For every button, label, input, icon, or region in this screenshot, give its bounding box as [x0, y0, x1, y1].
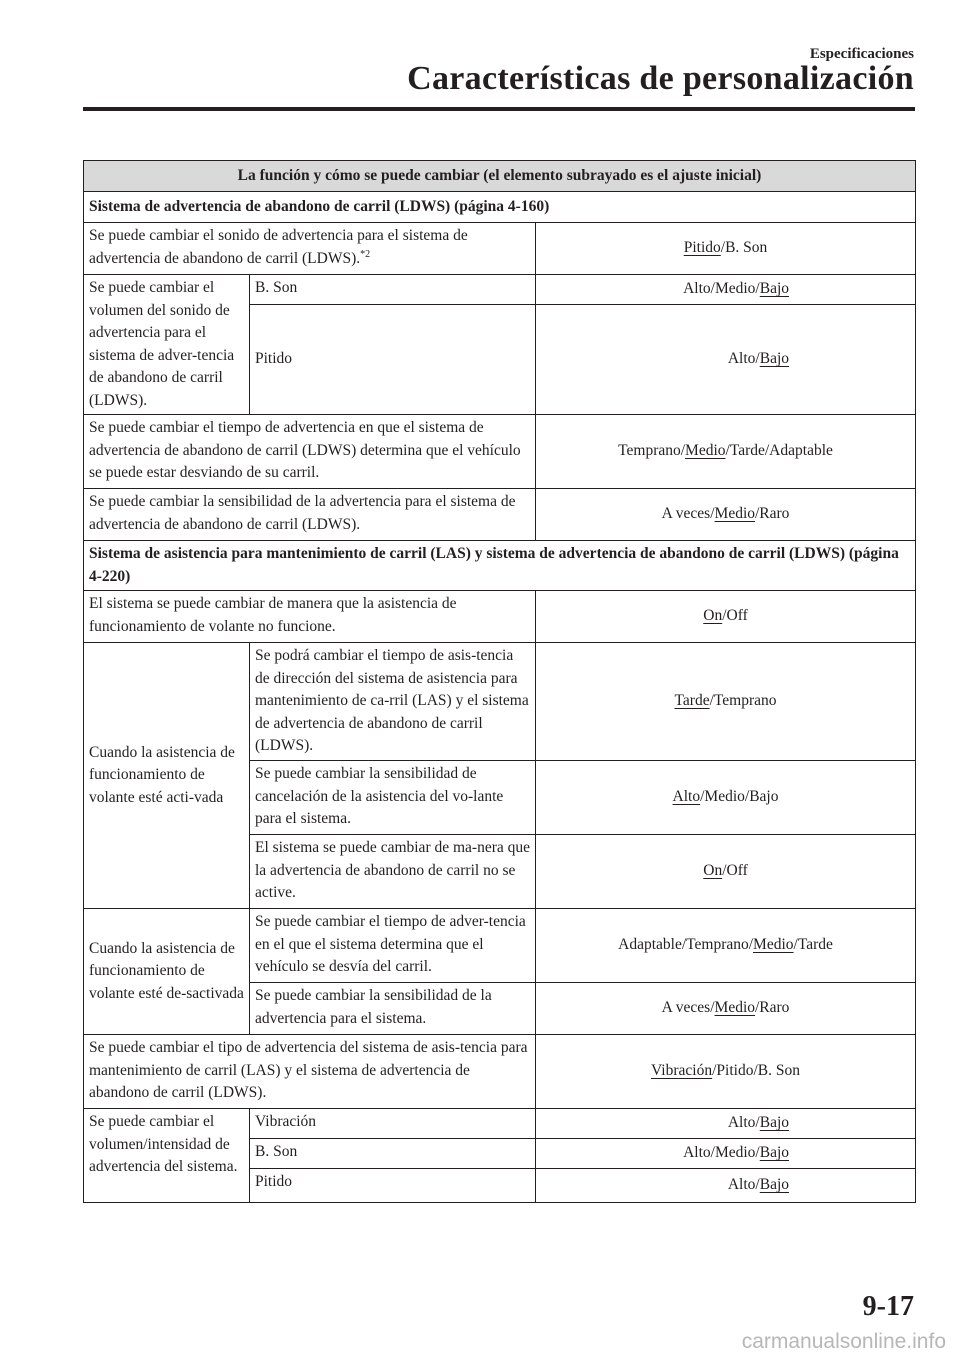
initial-option: Tarde	[674, 692, 710, 710]
initial-option: On	[703, 607, 723, 625]
row-description: Pitido	[250, 305, 536, 415]
row-description: Se puede cambiar el tiempo de adver-tencia en el que el sistema determina que el vehículo se desvía del carril.	[250, 909, 536, 983]
initial-option: Medio	[685, 442, 726, 460]
row-description: Se podrá cambiar el tiempo de asis-tencia de dirección del sistema de asistencia para mantenimiento de ca-rril (LAS) y el sistema de advertencia de abandono de carril (LDWS).	[250, 643, 536, 761]
initial-option: Medio	[714, 999, 755, 1017]
other-options: /Raro	[755, 505, 790, 523]
section-label: Especificaciones	[809, 46, 914, 62]
table-row	[84, 223, 916, 275]
row-options	[536, 1139, 916, 1169]
other-options: Alto/	[727, 1176, 760, 1194]
section-ldws: Sistema de advertencia de abandono de carril (LDWS) (página 4-160)	[84, 192, 916, 223]
initial-option: Medio	[753, 936, 794, 954]
other-options: Alto/	[727, 350, 760, 368]
row-options	[536, 305, 916, 415]
section-row	[84, 541, 916, 591]
row-description: Se puede cambiar el tipo de advertencia del sistema de asis-tencia para mantenimiento de carril (LAS) y el sistema de advertencia de abandono de carril (LDWS).	[84, 1035, 536, 1109]
row-options	[536, 489, 916, 541]
group-label: Se puede cambiar el volumen del sonido de advertencia para el sistema de adver-tencia de abandono de carril (LDWS).	[84, 275, 250, 415]
section-row	[84, 192, 916, 223]
initial-option: Bajo	[759, 1114, 790, 1132]
footnote-marker: *2	[360, 248, 371, 260]
other-options: /Medio/Bajo	[700, 788, 779, 806]
row-description: Pitido	[250, 1169, 536, 1203]
row-description	[84, 223, 536, 275]
row-options	[536, 1035, 916, 1109]
other-options: /Pitido/B. Son	[712, 1062, 800, 1080]
page-title: Características de personalización	[407, 60, 914, 97]
other-options: /Tarde	[793, 936, 833, 954]
table-row	[84, 1109, 916, 1139]
initial-option: Pitido	[683, 239, 721, 257]
page-number: 9-17	[862, 1291, 914, 1322]
initial-option: Medio	[714, 505, 755, 523]
row-description: Vibración	[250, 1109, 536, 1139]
row-options	[536, 983, 916, 1035]
initial-option: On	[703, 862, 723, 880]
other-options: Adaptable/Temprano/	[618, 936, 754, 954]
other-options: /Tarde/Adaptable	[725, 442, 833, 460]
group-label: Cuando la asistencia de funcionamiento de volante esté de-sactivada	[84, 909, 250, 1035]
other-options: /Raro	[755, 999, 790, 1017]
table-row	[84, 275, 916, 305]
initial-option: Bajo	[759, 280, 790, 298]
row-options	[536, 909, 916, 983]
row-description: El sistema se puede cambiar de manera que la asistencia de funcionamiento de volante no funcione.	[84, 591, 536, 643]
table-row	[84, 909, 916, 983]
table-header-row	[84, 161, 916, 192]
row-options	[536, 223, 916, 275]
other-options: Alto/	[727, 1114, 760, 1132]
other-options: A veces/	[661, 999, 715, 1017]
row-options	[536, 835, 916, 909]
table-row	[84, 415, 916, 489]
other-options: /B. Son	[720, 239, 768, 257]
row-description: Se puede cambiar el tiempo de advertencia en que el sistema de advertencia de abandono de carril (LDWS) determina que el vehículo se puede estar desviando de su carril.	[84, 415, 536, 489]
row-description: Se puede cambiar la sensibilidad de cancelación de la asistencia del vo-lante para el sistema.	[250, 761, 536, 835]
row-description: El sistema se puede cambiar de ma-nera que la advertencia de abandono de carril no se active.	[250, 835, 536, 909]
table-row	[84, 1035, 916, 1109]
table-header: La función y cómo se puede cambiar (el elemento subrayado es el ajuste inicial)	[84, 161, 916, 192]
other-options: /Temprano	[709, 692, 777, 710]
table-row	[84, 591, 916, 643]
row-description: B. Son	[250, 1139, 536, 1169]
table-row	[84, 489, 916, 541]
row-description-text: Se puede cambiar el sonido de advertencia para el sistema de advertencia de abandono de carril (LDWS).	[89, 227, 468, 267]
other-options: Temprano/	[618, 442, 686, 460]
other-options: Alto/Medio/	[683, 280, 760, 298]
row-options	[536, 275, 916, 305]
other-options: /Off	[722, 862, 748, 880]
row-options	[536, 1169, 916, 1203]
row-description: B. Son	[250, 275, 536, 305]
other-options: /Off	[722, 607, 748, 625]
row-description: Se puede cambiar la sensibilidad de la advertencia para el sistema.	[250, 983, 536, 1035]
initial-option: Bajo	[759, 1144, 790, 1162]
row-options	[536, 643, 916, 761]
other-options: Alto/Medio/	[683, 1144, 760, 1162]
group-label: Cuando la asistencia de funcionamiento de volante esté acti-vada	[84, 643, 250, 909]
section-las: Sistema de asistencia para mantenimiento de carril (LAS) y sistema de advertencia de abandono de carril (LDWS) (página 4-220)	[84, 541, 916, 591]
initial-option: Alto	[672, 788, 701, 806]
row-options	[536, 1109, 916, 1139]
table-row	[84, 643, 916, 761]
watermark: carmanualsonline.info	[741, 1330, 946, 1353]
initial-option: Vibración	[651, 1062, 713, 1080]
title-rule	[83, 107, 915, 111]
customization-table	[83, 160, 916, 1203]
row-options	[536, 761, 916, 835]
initial-option: Bajo	[759, 1176, 790, 1194]
row-options	[536, 415, 916, 489]
row-options	[536, 591, 916, 643]
initial-option: Bajo	[759, 350, 790, 368]
other-options: A veces/	[661, 505, 715, 523]
group-label: Se puede cambiar el volumen/intensidad de advertencia del sistema.	[84, 1109, 250, 1203]
row-description: Se puede cambiar la sensibilidad de la advertencia para el sistema de advertencia de abandono de carril (LDWS).	[84, 489, 536, 541]
